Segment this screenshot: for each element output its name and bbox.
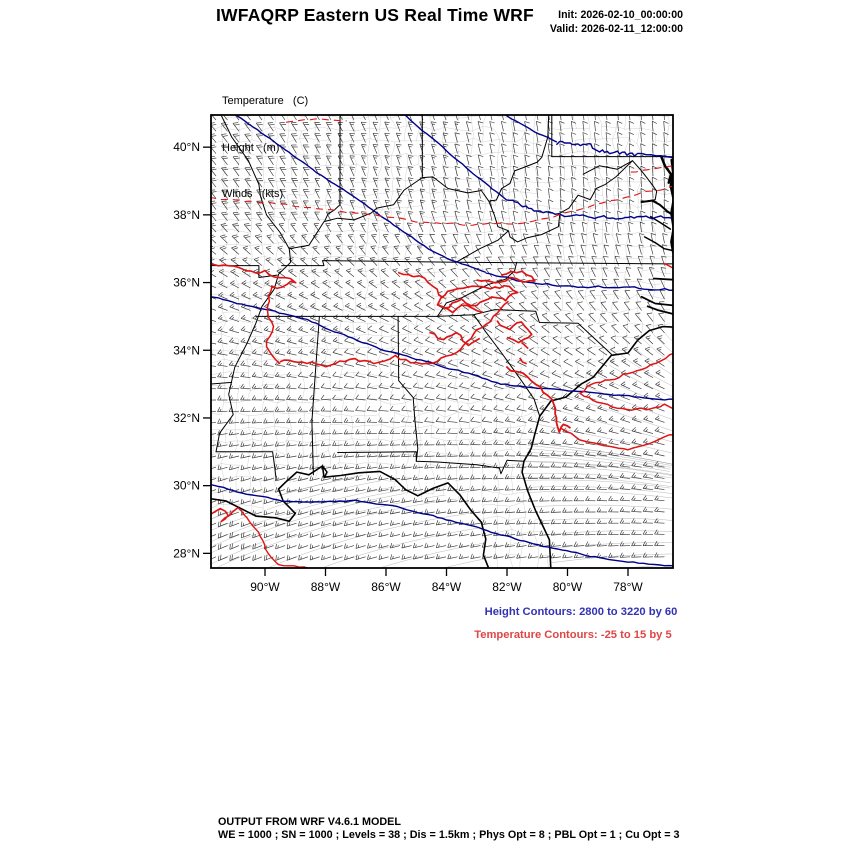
lon-tick-label: 88°W <box>310 580 341 594</box>
boundary-coast-gulf <box>209 466 490 570</box>
boundary-potomac-estuary <box>642 201 674 216</box>
temp-contour-tmp-gulf-blob <box>209 508 237 522</box>
height-contour-caption: Height Contours: 2800 to 3220 by 60 <box>484 606 678 618</box>
page-title: IWFAQRP Eastern US Real Time WRF <box>216 5 534 25</box>
lat-tick-label: 32°N <box>173 410 200 425</box>
boundary-james-river <box>645 237 672 251</box>
legend-winds: Winds (kts) <box>222 188 284 200</box>
lon-tick-label: 84°W <box>431 580 462 594</box>
boundary-pamlico-sound <box>642 297 675 306</box>
boundary-ga-sc-border <box>474 315 540 417</box>
wind-barbs-layer <box>206 110 669 561</box>
boundary-ar-la-border <box>209 382 232 384</box>
lat-axis <box>173 140 211 560</box>
temp-contour-tmp-plateau-arm <box>398 273 443 298</box>
lat-tick-label: 36°N <box>173 275 200 290</box>
boundary-albemarle-sound <box>654 279 675 280</box>
boundary-ms-al-border <box>312 316 320 474</box>
temp-contour-tmp-al-ga-band <box>280 301 509 367</box>
boundary-ky-wv-border <box>489 201 509 231</box>
boundary-la-ms-border <box>216 452 276 480</box>
lon-tick-label: 82°W <box>492 580 522 594</box>
model-output-line: OUTPUT FROM WRF V4.6.1 MODEL <box>218 816 401 828</box>
lon-tick-label: 86°W <box>371 580 401 594</box>
temp-contour-tmp-dash-top <box>286 119 347 122</box>
boundary-tn-nc-border <box>437 262 516 316</box>
model-config-line: WE = 1000 ; SN = 1000 ; Levels = 38 ; Dis = 1.5km ; Phys Opt = 8 ; PBL Opt = 1 ; Cu Opt = 3 <box>218 828 680 841</box>
temp-contour-tmp-sc-dot-1 <box>521 342 528 348</box>
init-timestamp: Init: 2026-02-10_00:00:00 <box>558 9 683 21</box>
valid-timestamp: Valid: 2026-02-11_12:00:00 <box>549 23 683 35</box>
lon-axis <box>250 568 643 594</box>
lon-tick-label: 78°W <box>613 580 643 594</box>
model-info <box>218 816 680 841</box>
boundary-nc-sc-border <box>437 310 611 355</box>
lat-tick-label: 40°N <box>173 140 200 155</box>
lat-tick-label: 34°N <box>173 343 200 358</box>
temperature-contour-caption: Temperature Contours: -25 to 15 by 5 <box>474 629 672 641</box>
lat-tick-label: 28°N <box>173 546 200 561</box>
height-contour-hgt-oh-valley <box>403 113 504 198</box>
lat-tick-label: 38°N <box>173 207 200 222</box>
lon-tick-label: 90°W <box>250 580 280 594</box>
height-contour-hgt-nw-diagonal <box>234 113 486 272</box>
boundary-al-ga-border <box>398 316 418 461</box>
lon-tick-label: 80°W <box>552 580 583 594</box>
legend-height: Height (m) <box>222 141 280 154</box>
lat-tick-label: 30°N <box>173 478 200 493</box>
legend-temperature: Temperature (C) <box>222 95 309 107</box>
